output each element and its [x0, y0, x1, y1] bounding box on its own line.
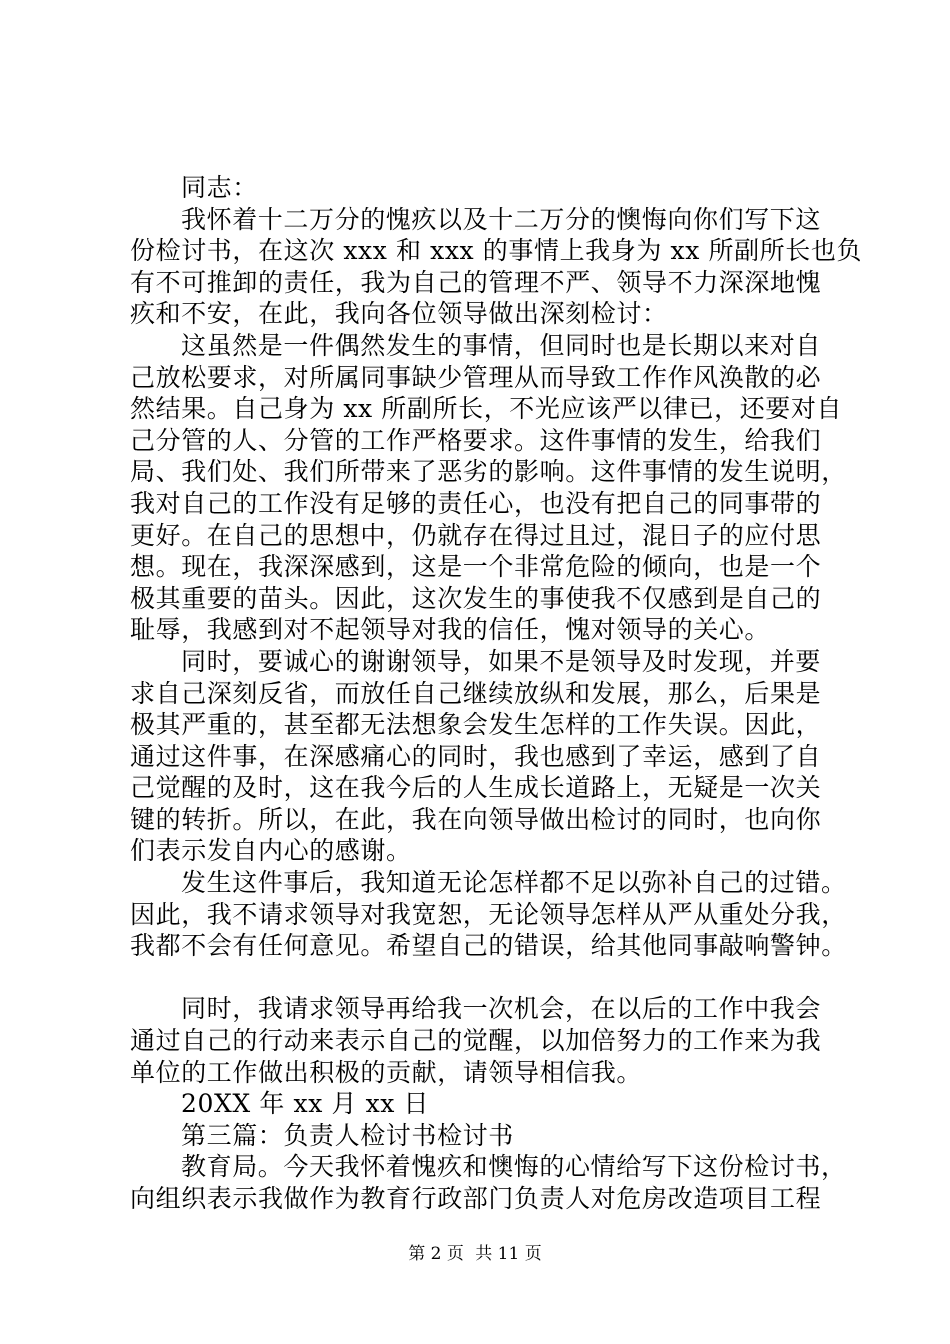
paragraph-line: 耻辱，我感到对不起领导对我的信任，愧对领导的关心。 [130, 615, 771, 645]
paragraph-line: 己分管的人、分管的工作严格要求。这件事情的发生，给我们 [130, 425, 822, 455]
paragraph-line: 同时，要诚心的谢谢领导，如果不是领导及时发现，并要 [181, 646, 822, 676]
paragraph-line: 发生这件事后，我知道无论怎样都不足以弥补自己的过错。 [181, 868, 847, 898]
paragraph-line: 通过自己的行动来表示自己的觉醒，以加倍努力的工作来为我 [130, 1026, 822, 1056]
paragraph-line: 份检讨书，在这次 xxx 和 xxx 的事情上我身为 xx 所副所长也负 [130, 236, 863, 266]
page-number: 第 2 页 [408, 1244, 464, 1264]
paragraph-line: 极其重要的苗头。因此，这次发生的事使我不仅感到是自己的 [130, 583, 822, 613]
date-line: 20XX 年 xx 月 xx 日 [181, 1089, 430, 1119]
paragraph-line: 通过这件事，在深感痛心的同时，我也感到了幸运，感到了自 [130, 741, 822, 771]
paragraph-line: 这虽然是一件偶然发生的事情，但同时也是长期以来对自 [181, 330, 822, 360]
paragraph-line: 疚和不安，在此，我向各位领导做出深刻检讨： [130, 299, 668, 329]
paragraph-line: 我怀着十二万分的愧疚以及十二万分的懊悔向你们写下这 [181, 204, 822, 234]
salutation: 同志： [181, 173, 258, 202]
paragraph-line: 向组织表示我做作为教育行政部门负责人对危房改造项目工程 [130, 1184, 822, 1213]
paragraph-line: 我对自己的工作没有足够的责任心，也没有把自己的同事带的 [130, 488, 822, 518]
paragraph-line: 因此，我不请求领导对我宽恕，无论领导怎样从严从重处分我， [130, 899, 847, 929]
paragraph-line: 想。现在，我深深感到，这是一个非常危险的倾向，也是一个 [130, 552, 822, 582]
paragraph-line: 们表示发自内心的感谢。 [130, 836, 412, 866]
paragraph-line: 己觉醒的及时，这在我今后的人生成长道路上，无疑是一次关 [130, 773, 822, 803]
paragraph-line: 局、我们处、我们所带来了恶劣的影响。这件事情的发生说明， [130, 457, 847, 487]
blank-line [130, 962, 828, 994]
paragraph-line: 更好。在自己的思想中，仍就存在得过且过，混日子的应付思 [130, 520, 822, 550]
page-total: 共 11 页 [475, 1244, 542, 1264]
paragraph-line: 我都不会有任何意见。希望自己的错误，给其他同事敲响警钟。 [130, 931, 847, 961]
paragraph-line: 单位的工作做出积极的贡献，请领导相信我。 [130, 1057, 643, 1087]
paragraph-line: 同时，我请求领导再给我一次机会，在以后的工作中我会 [181, 994, 822, 1024]
paragraph-line: 然结果。自己身为 xx 所副所长，不光应该严以律已，还要对自 [130, 394, 843, 424]
section-heading: 第三篇：负责人检讨书检讨书 [181, 1120, 514, 1150]
paragraph-line: 教育局。今天我怀着愧疚和懊悔的心情给写下这份检讨书， [181, 1152, 847, 1182]
document-body [130, 172, 863, 1215]
paragraph-line: 极其严重的，甚至都无法想象会发生怎样的工作失误。因此， [130, 710, 822, 740]
paragraph-line: 求自己深刻反省，而放任自己继续放纵和发展，那么，后果是 [130, 678, 822, 708]
paragraph-line: 有不可推卸的责任，我为自己的管理不严、领导不力深深地愧 [130, 267, 822, 297]
paragraph-line: 键的转折。所以，在此，我在向领导做出检讨的同时，也向你 [130, 804, 822, 834]
paragraph-line: 己放松要求，对所属同事缺少管理从而导致工作作风涣散的必 [130, 362, 822, 392]
page-footer [0, 1243, 950, 1265]
